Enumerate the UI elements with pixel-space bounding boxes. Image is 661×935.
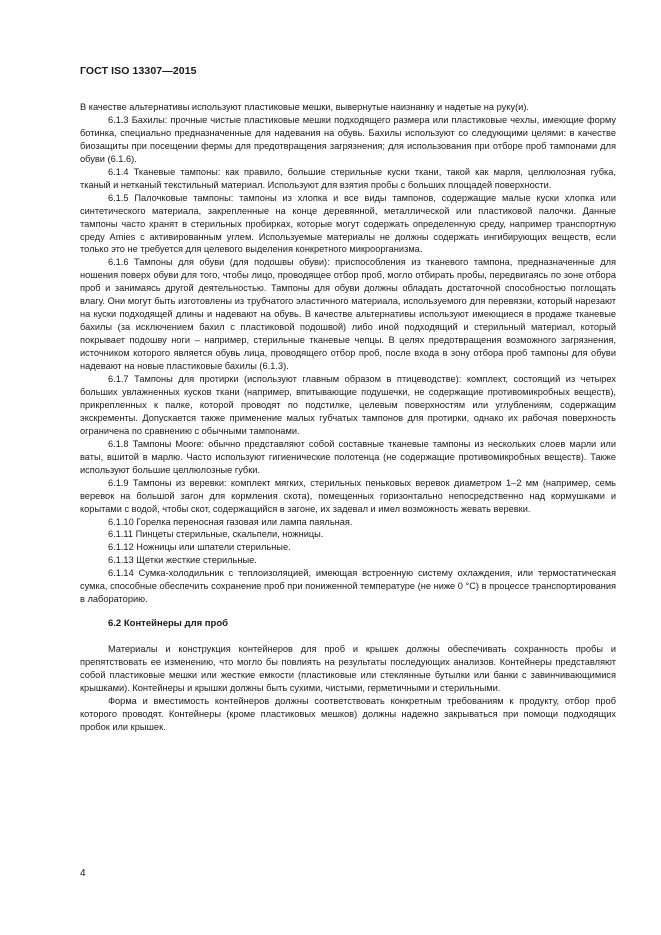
section-heading-6-2: 6.2 Контейнеры для проб xyxy=(108,618,228,630)
paragraph-6-1-3: 6.1.3 Бахилы: прочные чистые пластиковые мешки подходящего размера или пластиковые чехлы, имеющие форму ботинка, специально предназначенные для надевания на обувь. Бахилы используют со следующими целями: в качестве биозащиты при посещении фермы для предотвращения загрязнения; для использования при отборе проб тампонами для обуви (6.1.6). xyxy=(80,114,616,164)
paragraph: В качестве альтернативы используют пластиковые мешки, вывернутые наизнанку и надетые на руку(и). xyxy=(80,102,529,112)
standard-header: ГОСТ ISO 13307—2015 xyxy=(80,65,197,77)
paragraph-6-1-4: 6.1.4 Тканевые тампоны: как правило, большие стерильные куски ткани, такой как марля, целлюлозная губка, тканый и нетканый текстильный материал. Используют для взятия пробы с больших площадей поверхности. xyxy=(80,166,616,190)
paragraph-containers-materials: Материалы и конструкция контейнеров для проб и крышек должны обеспечивать сохранность пробы и препятствовать ее изменению, что могло бы повлиять на результаты последующих анализов. Контейнеры представляют собой пластиковые мешки или жесткие емкости (пластиковые или стеклянные бутылки или банки с завинчивающимися крышками). Контейнеры и крышки должны быть сухими, чистыми, герметичными и стерильными. xyxy=(80,644,616,693)
page-number: 4 xyxy=(80,868,86,879)
paragraph-6-1-10: 6.1.10 Горелка переносная газовая или лампа паяльная. xyxy=(108,516,353,527)
paragraph-6-1-5: 6.1.5 Палочковые тампоны: тампоны из хлопка и все виды тампонов, содержащие малые куски хлопка или синтетического материала, закрепленные на конце деревянной, металлической или пластиковой палочки. Данные тампоны часто хранят в стерильных пробирках, которые могут содержать определенную среду, например транспортную среду Amies с активированным углем. Используемые материалы не должны содержать ингибирующих веществ, если только это не требуется для целевого выделения конкретного микроорганизма. xyxy=(80,192,616,255)
paragraph-6-1-11: 6.1.11 Пинцеты стерильные, скальпели, ножницы. xyxy=(108,529,324,540)
paragraph-6-1-14: 6.1.14 Сумка-холодильник с теплоизоляцией, имеющая встроенную систему охлаждения, или термостатическая сумка, способные обеспечить сохранение проб при пониженной температуре (не ниже 0 °С) в процессе транспортирования в лабораторию. xyxy=(80,568,616,605)
paragraph-6-1-7: 6.1.7 Тампоны для протирки (используют главным образом в птицеводстве): комплект, состоящий из четырех больших увлажненных кусков ткани (например, впитывающие подушечки, не содержащие противомикробных веществ), прикрепленных к палке, которой проводят по подстилке, целевым поверхностям или углублениям, содержащим экскременты. Допускается также применение малых губчатых тампонов для протирки, однако их рабочая поверхность ограничена по сравнению с обычными тампонами. xyxy=(80,374,616,436)
paragraph-6-1-6: 6.1.6 Тампоны для обуви (для подошвы обуви): приспособления из тканевого тампона, предназначенные для ношения поверх обуви для того, чтобы лицо, проводящее отбор проб, могло отбирать пробы, передвигаясь по зоне отбора проб и занимаясь другой деятельностью. Тампоны для обуви должны обладать достаточной способностью поглощать влагу. Они могут быть изготовлены из трубчатого эластичного материала, используемого для перевязки, который нарезают на куски подходящей длины и надевают на обувь. В качестве альтернативы используют имеющиеся в продаже тканевые бахилы (за исключением бахил с пластиковой подошвой) либо иной подходящий и стерильный материал, который покрывает подошву ноги – например, стерильные тканевые чепцы. В целях предотвращения возможного загрязнения, источником которого является обувь лица, проводящего отбор проб, после входа в зону отбора проб тампоны для обуви надевают на новые пластиковые бахилы (6.1.3). xyxy=(80,257,616,372)
paragraph-6-1-12: 6.1.12 Ножницы или шпатели стерильные. xyxy=(108,542,291,553)
paragraph-6-1-9: 6.1.9 Тампоны из веревки: комплект мягких, стерильных пеньковых веревок диаметром 1–2 мм (например, семь веревок на большой загон для кормления скота), помещенных горизонтально непосредственно над кормушками и корытами с водой, чтобы скот, содержащийся в загоне, их задевал и имел возможность жевать веревки. xyxy=(80,477,616,514)
document-body xyxy=(80,101,616,734)
paragraph-6-1-8: 6.1.8 Тампоны Moore: обычно представляют собой составные тканевые тампоны из нескольких слоев марли или ваты, вшитой в марлю. Часто используют гигиенические полотенца (не содержащие противомикробных веществ). Также используют большие целлюлозные губки. xyxy=(80,438,616,475)
paragraph-6-1-13: 6.1.13 Щетки жесткие стерильные. xyxy=(108,555,257,566)
paragraph-containers-shape: Форма и вместимость контейнеров должны соответствовать конкретным требованиям к продукту, отбор проб которого проводят. Контейнеры (кроме пластиковых мешков) должны надежно закрываться при помощи подходящих пробок или крышек. xyxy=(80,695,616,732)
